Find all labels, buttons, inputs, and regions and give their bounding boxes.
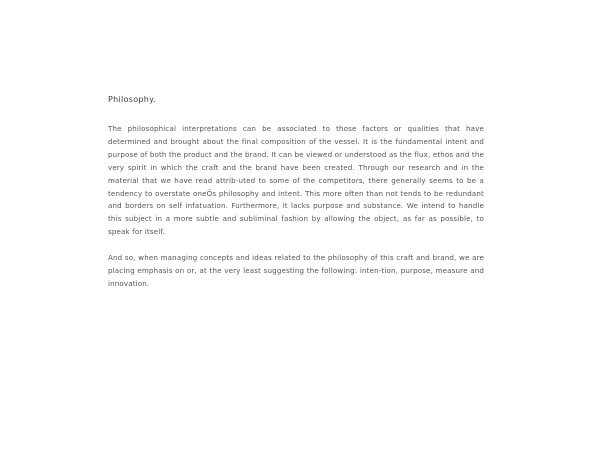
body-paragraph-1: The philosophical interpretations can be associated to those factors or qualities that have determined and brought about the final composition of the vessel. It is the fundamental intent and purpose of both the product and the brand. It can be viewed or understood as the flux, ethos and the very spirit in which the craft and the brand have been created. Through our research and in the material that we have read attrib-uted to some of the competitors, there generally seems to be a tendency to overstate oneÕs philosophy and intent. This more often than not tends to be redundant and borders on self infatuation. Furthermore, it lacks purpose and substance. We intend to handle this subject in a more subtle and subliminal fashion by allowing the object, as far as possible, to speak for itself. [108, 124, 484, 237]
page-title: Philosophy. [108, 95, 156, 104]
body-paragraph-2: And so, when managing concepts and ideas related to the philosophy of this craft and brand, we are placing emphasis on or, at the very least suggesting the following: inten-tion, purpose, measure and innovation. [108, 253, 484, 288]
document-page [108, 94, 484, 304]
